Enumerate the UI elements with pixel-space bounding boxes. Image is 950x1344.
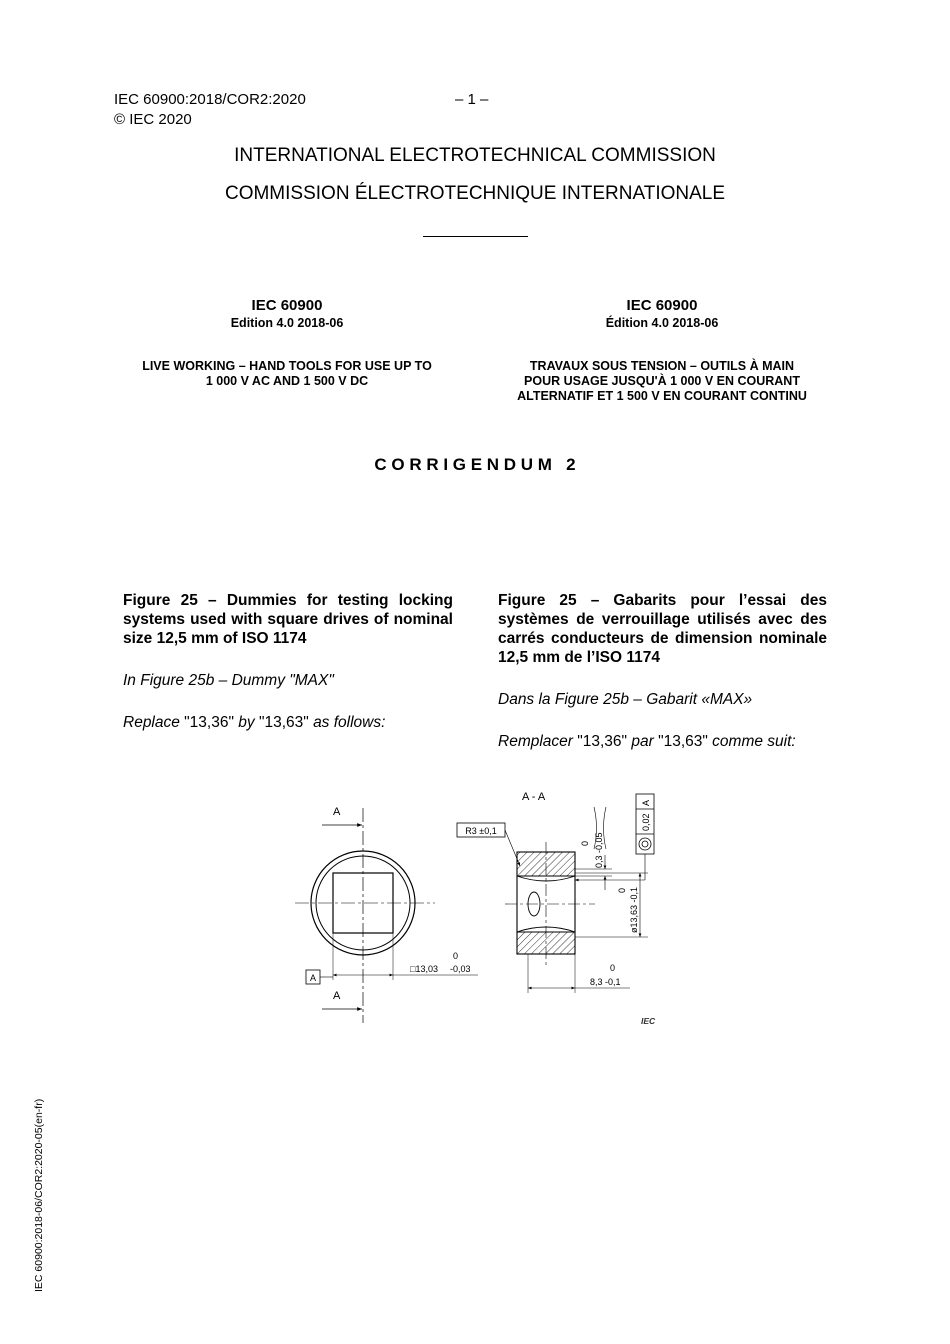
- right-body: [498, 591, 827, 751]
- org-name-fr: COMMISSION ÉLECTROTECHNIQUE INTERNATIONALE: [224, 183, 726, 204]
- left-replace-old: "13,36": [179, 714, 239, 731]
- diameter-dim: ø13,63 -0,1: [629, 886, 639, 933]
- tol-frame-value: 0,02: [641, 813, 651, 831]
- left-figure-title: Figure 25 – Dummies for testing locking systems used with square drives of nominal size 12,5 mm of ISO 1174: [123, 592, 453, 647]
- header-divider: [423, 236, 528, 237]
- left-body: [123, 591, 453, 732]
- depth-dim: 0,3 -0,05: [594, 832, 604, 868]
- depth-tol-upper: 0: [580, 840, 590, 846]
- radius-note: R3 ±0,1: [465, 826, 497, 836]
- right-edition: Édition 4.0 2018-06: [605, 316, 719, 330]
- right-subject-line1: TRAVAUX SOUS TENSION – OUTILS À MAIN: [529, 359, 795, 373]
- width-tol-upper: 0: [610, 963, 616, 973]
- section-label-top: A: [333, 806, 341, 818]
- page-number: – 1 –: [455, 91, 489, 108]
- left-subject-line2: 1 000 V AC AND 1 500 V DC: [205, 374, 369, 388]
- right-subject-line3: ALTERNATIF ET 1 500 V EN COURANT CONTINU: [517, 389, 807, 403]
- front-view: [295, 806, 478, 1023]
- left-replace-word: Replace: [123, 714, 180, 731]
- left-replace-new: "13,63": [254, 714, 314, 731]
- left-header-block: [122, 297, 452, 330]
- left-replace-instruction: [123, 713, 453, 732]
- right-replace-new: "13,63": [653, 733, 713, 750]
- side-reference: IEC 60900:2018-06/COR2:2020-05(en-fr): [33, 1098, 45, 1292]
- dummy-max-drawing: [0, 780, 950, 1040]
- width-dim: 8,3 -0,1: [590, 977, 621, 987]
- datum-label: A: [309, 973, 317, 983]
- left-subject-line1: LIVE WORKING – HAND TOOLS FOR USE UP TO: [142, 359, 432, 373]
- square-dim-symbol: □: [410, 964, 416, 974]
- iec-watermark: IEC: [641, 1016, 656, 1026]
- section-view-title: A - A: [522, 791, 546, 803]
- org-name-en: INTERNATIONAL ELECTROTECHNICAL COMMISSION: [234, 145, 716, 166]
- right-replace-word: Remplacer: [498, 733, 573, 750]
- left-subject: [112, 359, 462, 389]
- square-dim-text: [410, 964, 438, 974]
- right-replace-old: "13,36": [572, 733, 632, 750]
- radius-leader: [505, 830, 520, 866]
- right-subject: [487, 359, 837, 404]
- section-view: [457, 791, 654, 993]
- square-dim-value: 13,03: [415, 964, 438, 974]
- right-subject-line2: POUR USAGE JUSQU'À 1 000 V EN COURANT: [524, 374, 800, 388]
- square-tol-upper: 0: [453, 951, 459, 961]
- left-standard: IEC 60900: [251, 297, 323, 314]
- right-replace-by: par: [631, 733, 654, 750]
- right-standard: IEC 60900: [626, 297, 698, 314]
- concentricity-symbol-outer: [639, 838, 651, 850]
- right-replace-instruction: [498, 732, 827, 751]
- right-figure-title: Figure 25 – Gabarits pour l’essai des systèmes de verrouillage utilisés avec des carrés conducteurs de dimension nominale 12,5 mm de l’ISO 1174: [498, 592, 827, 666]
- corrigendum-title: C O R R I G E N D U M 2: [374, 455, 576, 474]
- left-in-figure: In Figure 25b – Dummy "MAX": [123, 672, 334, 689]
- left-edition: Edition 4.0 2018-06: [230, 316, 344, 330]
- left-replace-tail: as follows:: [313, 714, 386, 731]
- square-tol-lower: -0,03: [450, 964, 471, 974]
- right-header-block: [497, 297, 827, 330]
- section-label-bottom: A: [333, 990, 341, 1002]
- right-replace-tail: comme suit:: [712, 733, 796, 750]
- left-replace-by: by: [238, 714, 255, 731]
- document-id: IEC 60900:2018/COR2:2020: [114, 91, 306, 108]
- concentricity-symbol-inner: [642, 841, 648, 847]
- right-in-figure: Dans la Figure 25b – Gabarit «MAX»: [498, 691, 753, 708]
- tol-frame-datum: A: [641, 799, 651, 806]
- copyright: © IEC 2020: [114, 111, 192, 128]
- diameter-tol-upper: 0: [617, 887, 627, 893]
